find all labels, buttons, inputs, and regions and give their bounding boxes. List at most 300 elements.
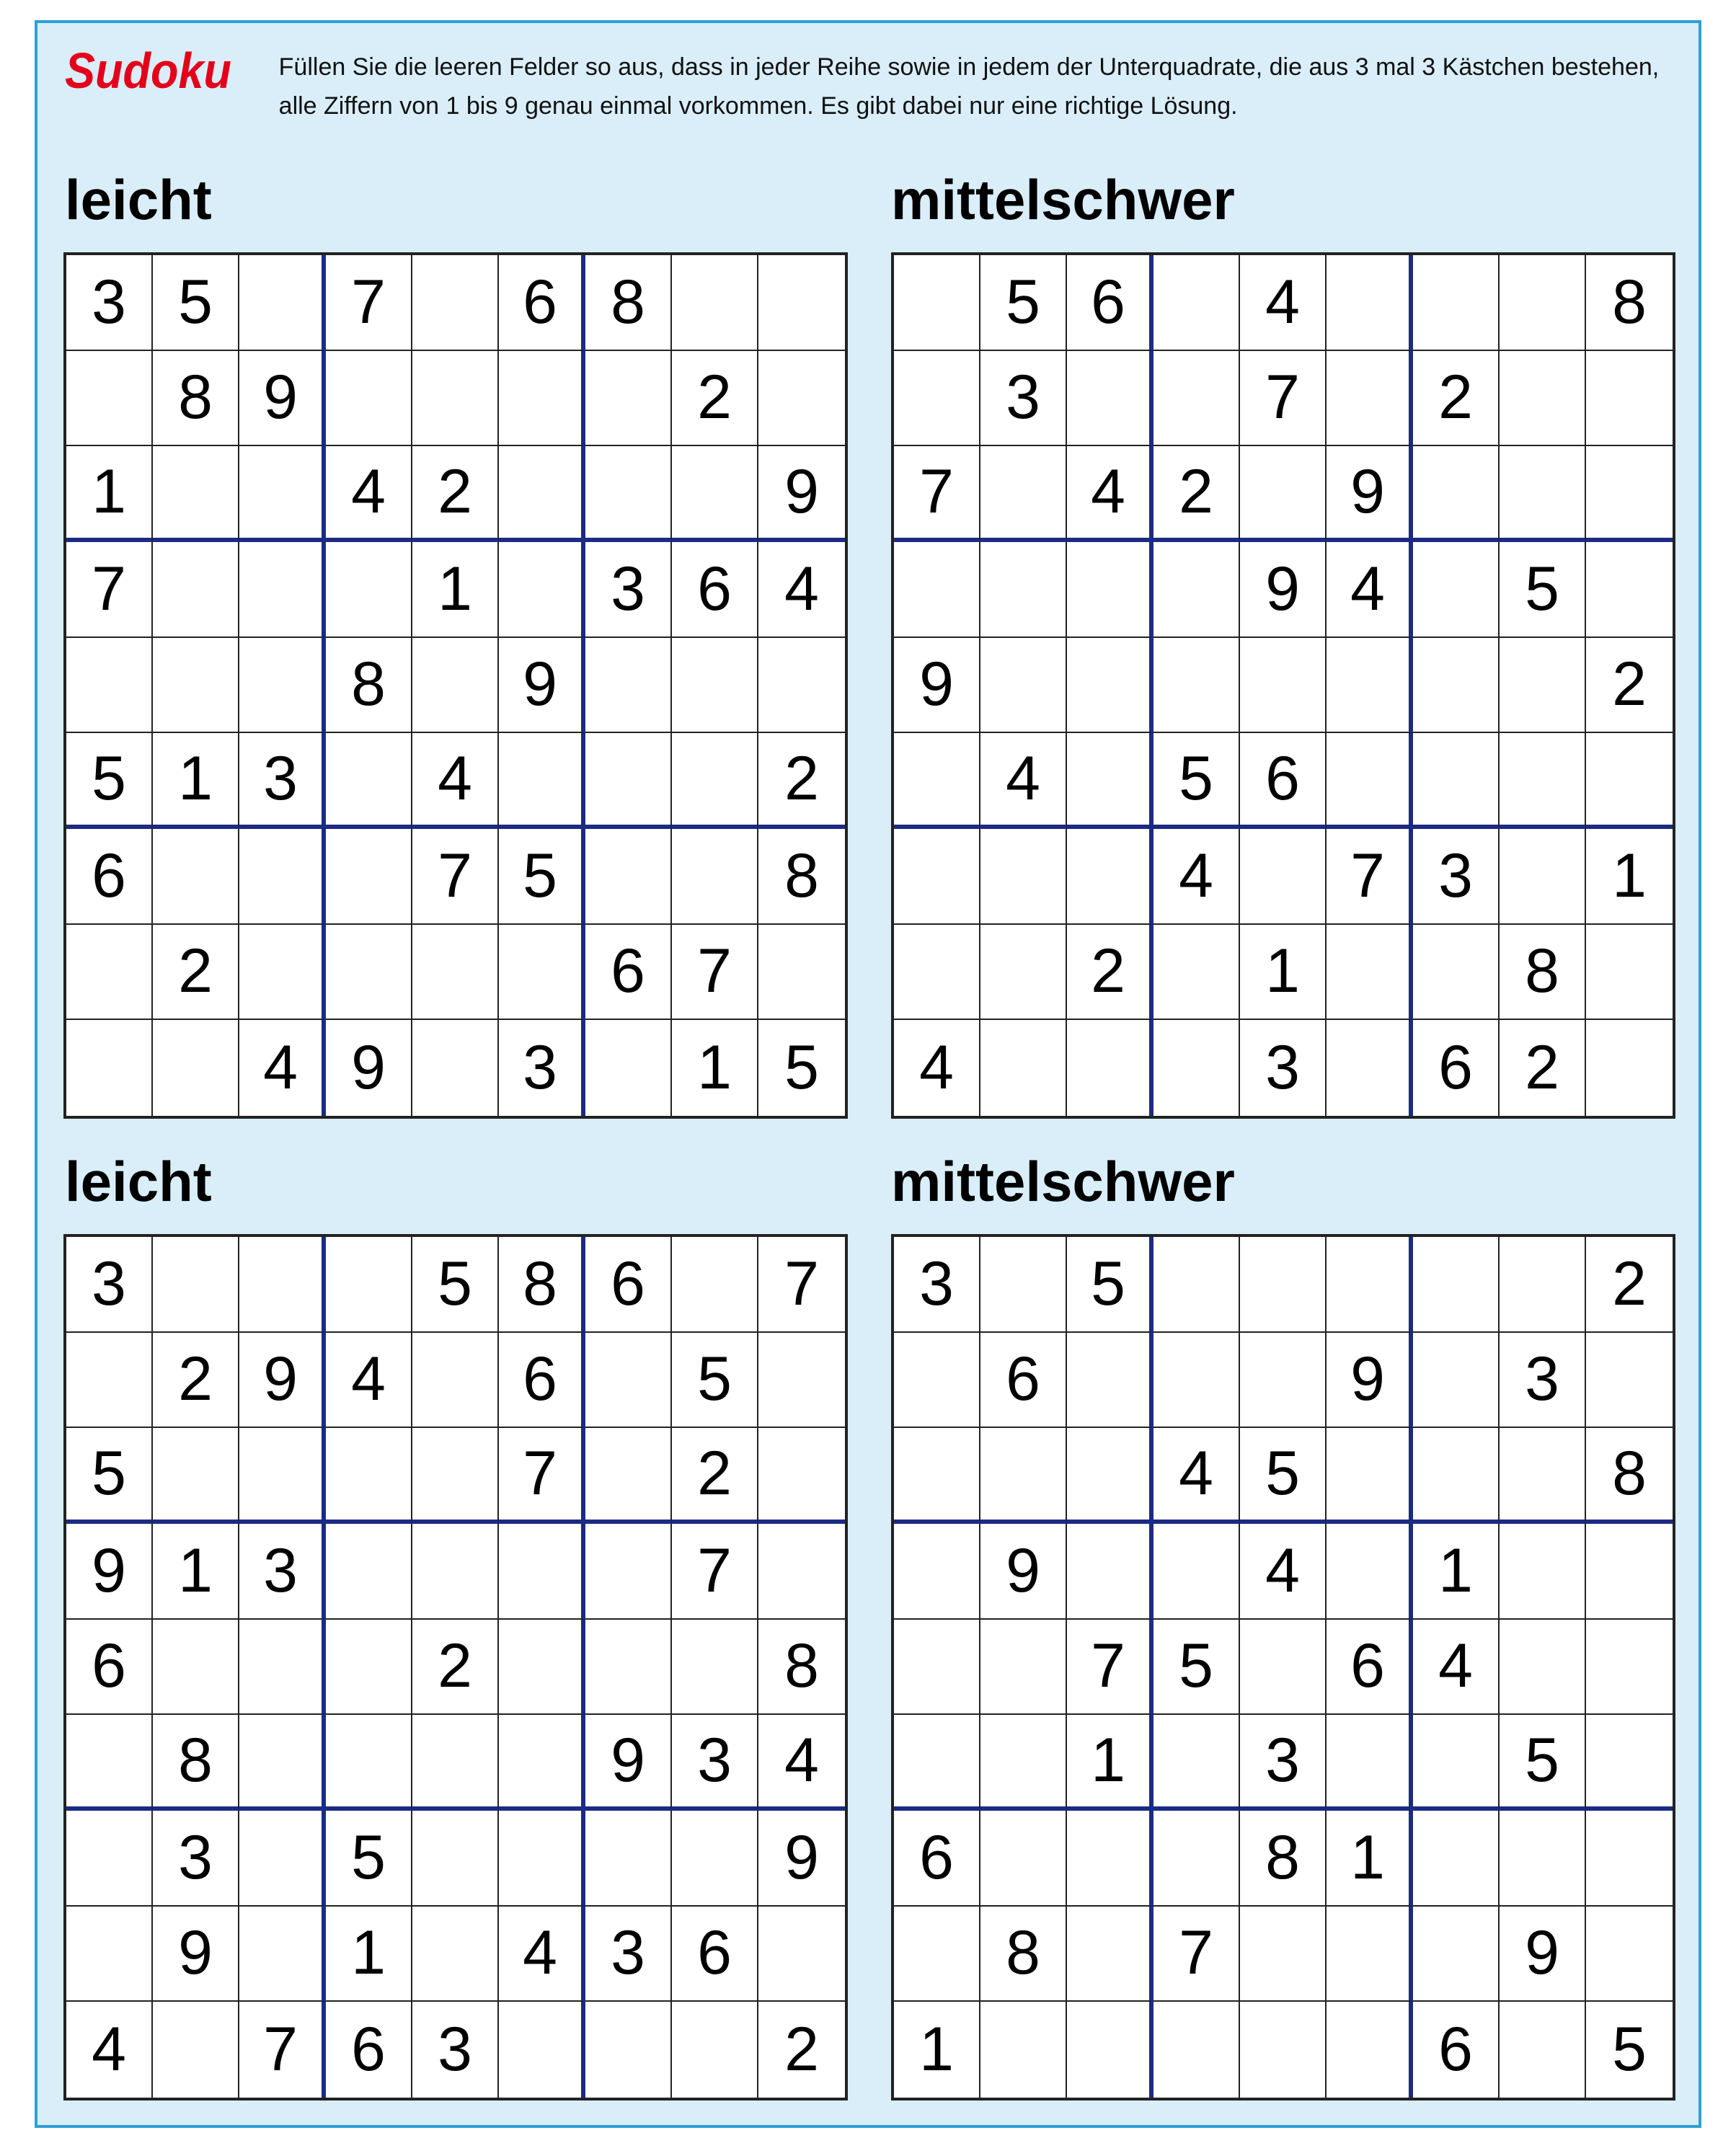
sudoku-cell[interactable] <box>894 1715 980 1811</box>
sudoku-cell[interactable]: 4 <box>1067 446 1153 542</box>
sudoku-cell[interactable] <box>1413 255 1500 351</box>
sudoku-cell[interactable] <box>1327 925 1413 1021</box>
sudoku-cell[interactable]: 5 <box>66 1428 153 1524</box>
sudoku-cell[interactable] <box>1586 351 1673 447</box>
sudoku-cell[interactable] <box>894 1333 980 1429</box>
sudoku-cell[interactable]: 4 <box>326 1333 412 1429</box>
sudoku-cell[interactable]: 8 <box>499 1237 585 1333</box>
sudoku-cell[interactable] <box>585 1020 672 1116</box>
sudoku-cell[interactable] <box>499 542 585 638</box>
sudoku-cell[interactable] <box>326 1715 412 1811</box>
sudoku-cell[interactable]: 9 <box>153 1907 239 2002</box>
sudoku-cell[interactable] <box>1413 542 1500 638</box>
sudoku-cell[interactable] <box>1327 2002 1413 2098</box>
sudoku-cell[interactable] <box>672 829 758 925</box>
sudoku-cell[interactable] <box>1413 1428 1500 1524</box>
sudoku-cell[interactable] <box>980 1811 1067 1907</box>
sudoku-cell[interactable]: 3 <box>585 1907 672 2002</box>
sudoku-cell[interactable] <box>412 1020 499 1116</box>
sudoku-cell[interactable] <box>499 925 585 1021</box>
sudoku-cell[interactable]: 3 <box>66 255 153 351</box>
sudoku-cell[interactable]: 1 <box>1240 925 1327 1021</box>
sudoku-cell[interactable] <box>585 1524 672 1620</box>
sudoku-cell[interactable] <box>239 1237 326 1333</box>
sudoku-cell[interactable] <box>326 733 412 829</box>
sudoku-cell[interactable]: 6 <box>672 1907 758 2002</box>
sudoku-cell[interactable]: 5 <box>1612 2015 1647 2085</box>
sudoku-cell[interactable]: 9 <box>894 638 980 734</box>
sudoku-cell[interactable] <box>239 255 326 351</box>
sudoku-cell[interactable]: 9 <box>1327 446 1413 542</box>
sudoku-cell[interactable] <box>153 1237 239 1333</box>
sudoku-cell[interactable] <box>1153 1811 1240 1907</box>
sudoku-cell[interactable] <box>1413 1715 1500 1811</box>
sudoku-cell[interactable]: 8 <box>1586 1428 1673 1524</box>
sudoku-cell[interactable]: 4 <box>758 1715 845 1811</box>
sudoku-cell[interactable] <box>412 638 499 734</box>
sudoku-cell[interactable]: 9 <box>499 638 585 734</box>
sudoku-cell[interactable]: 8 <box>758 829 845 925</box>
sudoku-cell[interactable] <box>499 2002 585 2098</box>
sudoku-cell[interactable] <box>1240 1237 1327 1333</box>
sudoku-cell[interactable]: 6 <box>672 542 758 638</box>
sudoku-cell[interactable] <box>1240 829 1327 925</box>
sudoku-cell[interactable] <box>585 351 672 447</box>
sudoku-cell[interactable] <box>1327 351 1413 447</box>
sudoku-cell[interactable] <box>153 542 239 638</box>
sudoku-cell[interactable]: 9 <box>758 1811 845 1907</box>
sudoku-cell[interactable] <box>1500 733 1586 829</box>
sudoku-cell[interactable]: 4 <box>499 1907 585 2002</box>
sudoku-cell[interactable] <box>1067 638 1153 734</box>
sudoku-cell[interactable] <box>1586 1811 1673 1907</box>
sudoku-cell[interactable] <box>672 638 758 734</box>
sudoku-cell[interactable] <box>326 542 412 638</box>
sudoku-cell[interactable] <box>758 1428 845 1524</box>
sudoku-cell[interactable] <box>1500 1811 1586 1907</box>
sudoku-cell[interactable]: 5 <box>153 255 239 351</box>
sudoku-cell[interactable] <box>1413 1237 1500 1333</box>
sudoku-cell[interactable] <box>1067 542 1153 638</box>
sudoku-cell[interactable] <box>758 255 845 351</box>
sudoku-cell[interactable] <box>1413 446 1500 542</box>
sudoku-cell[interactable] <box>1240 1333 1327 1429</box>
sudoku-cell[interactable] <box>239 446 326 542</box>
sudoku-cell[interactable]: 4 <box>1153 1428 1240 1524</box>
sudoku-cell[interactable] <box>412 925 499 1021</box>
sudoku-cell[interactable] <box>758 1524 845 1620</box>
sudoku-cell[interactable]: 3 <box>412 2002 499 2098</box>
sudoku-cell[interactable] <box>153 1428 239 1524</box>
sudoku-cell[interactable] <box>1586 1715 1673 1811</box>
sudoku-cell[interactable] <box>326 925 412 1021</box>
sudoku-cell[interactable]: 6 <box>1413 1020 1500 1116</box>
sudoku-cell[interactable]: 7 <box>894 446 980 542</box>
sudoku-cell[interactable] <box>1586 542 1673 638</box>
sudoku-cell[interactable] <box>1500 829 1586 925</box>
sudoku-cell[interactable] <box>1327 638 1413 734</box>
sudoku-cell[interactable] <box>1586 1020 1673 1116</box>
sudoku-cell[interactable]: 5 <box>1153 733 1240 829</box>
sudoku-cell[interactable]: 6 <box>585 1237 672 1333</box>
sudoku-cell[interactable]: 5 <box>1500 542 1586 638</box>
sudoku-cell[interactable] <box>1500 638 1586 734</box>
sudoku-cell[interactable] <box>1067 1020 1153 1116</box>
sudoku-cell[interactable] <box>894 1907 980 2002</box>
sudoku-cell[interactable] <box>153 446 239 542</box>
sudoku-cell[interactable] <box>1327 255 1413 351</box>
sudoku-cell[interactable] <box>1500 1620 1586 1716</box>
sudoku-cell[interactable] <box>894 1524 980 1620</box>
sudoku-cell[interactable]: 5 <box>1240 1428 1327 1524</box>
sudoku-cell[interactable] <box>1413 638 1500 734</box>
sudoku-cell[interactable]: 2 <box>1586 638 1673 734</box>
sudoku-cell[interactable] <box>1327 1020 1413 1116</box>
sudoku-cell[interactable]: 9 <box>1240 542 1327 638</box>
sudoku-cell[interactable]: 7 <box>1067 1620 1153 1716</box>
sudoku-cell[interactable] <box>980 1428 1067 1524</box>
sudoku-cell[interactable] <box>1500 351 1586 447</box>
sudoku-cell[interactable] <box>1586 1524 1673 1620</box>
sudoku-cell[interactable] <box>758 925 845 1021</box>
sudoku-cell[interactable] <box>326 1428 412 1524</box>
sudoku-cell[interactable]: 6 <box>980 1333 1067 1429</box>
sudoku-cell[interactable] <box>1500 255 1586 351</box>
sudoku-cell[interactable] <box>1240 1907 1327 2002</box>
sudoku-cell[interactable]: 1 <box>1327 1811 1413 1907</box>
sudoku-cell[interactable] <box>1327 1237 1413 1333</box>
sudoku-cell[interactable] <box>894 351 980 447</box>
sudoku-cell[interactable] <box>1240 2002 1327 2098</box>
sudoku-cell[interactable] <box>412 1333 499 1429</box>
sudoku-cell[interactable] <box>980 542 1067 638</box>
sudoku-cell[interactable]: 9 <box>585 1715 672 1811</box>
sudoku-cell[interactable]: 6 <box>894 1811 980 1907</box>
sudoku-cell[interactable]: 6 <box>326 2002 412 2098</box>
sudoku-cell[interactable] <box>1153 255 1240 351</box>
sudoku-cell[interactable] <box>499 446 585 542</box>
sudoku-cell[interactable]: 7 <box>1153 1907 1240 2002</box>
sudoku-cell[interactable] <box>980 1620 1067 1716</box>
sudoku-cell[interactable]: 1 <box>1067 1715 1153 1811</box>
sudoku-cell[interactable]: 6 <box>1327 1620 1413 1716</box>
sudoku-cell[interactable] <box>1240 1620 1327 1716</box>
sudoku-cell[interactable] <box>66 1907 153 2002</box>
sudoku-cell[interactable] <box>412 1907 499 2002</box>
sudoku-cell[interactable] <box>1413 733 1500 829</box>
sudoku-cell[interactable] <box>585 1620 672 1716</box>
sudoku-cell[interactable]: 1 <box>672 1020 758 1116</box>
sudoku-cell[interactable] <box>980 2002 1067 2098</box>
sudoku-cell[interactable]: 4 <box>239 1020 326 1116</box>
sudoku-cell[interactable] <box>1413 1907 1500 2002</box>
sudoku-cell[interactable] <box>1586 733 1673 829</box>
sudoku-cell[interactable]: 8 <box>980 1907 1067 2002</box>
sudoku-cell[interactable]: 8 <box>153 1715 239 1811</box>
sudoku-cell[interactable]: 4 <box>66 2002 153 2098</box>
sudoku-cell[interactable] <box>1586 446 1673 542</box>
sudoku-cell[interactable]: 3 <box>499 1020 585 1116</box>
sudoku-cell[interactable] <box>326 351 412 447</box>
sudoku-cell[interactable] <box>239 1907 326 2002</box>
sudoku-cell[interactable] <box>239 542 326 638</box>
sudoku-cell[interactable]: 9 <box>239 1333 326 1429</box>
sudoku-cell[interactable] <box>894 1620 980 1716</box>
sudoku-cell[interactable] <box>239 925 326 1021</box>
sudoku-cell[interactable]: 5 <box>66 733 153 829</box>
sudoku-cell[interactable] <box>585 1428 672 1524</box>
sudoku-cell[interactable]: 2 <box>758 733 845 829</box>
sudoku-cell[interactable]: 3 <box>1413 829 1500 925</box>
sudoku-cell[interactable] <box>1413 1333 1500 1429</box>
sudoku-cell[interactable] <box>585 446 672 542</box>
sudoku-cell[interactable]: 5 <box>499 829 585 925</box>
sudoku-cell[interactable] <box>66 1715 153 1811</box>
sudoku-cell[interactable]: 6 <box>1240 733 1327 829</box>
sudoku-cell[interactable] <box>239 1428 326 1524</box>
sudoku-cell[interactable] <box>1067 1811 1153 1907</box>
sudoku-cell[interactable] <box>239 1811 326 1907</box>
sudoku-cell[interactable] <box>1153 1715 1240 1811</box>
sudoku-cell[interactable]: 7 <box>66 542 153 638</box>
sudoku-cell[interactable]: 2 <box>153 925 239 1021</box>
sudoku-cell[interactable] <box>1067 733 1153 829</box>
sudoku-cell[interactable]: 7 <box>239 2002 326 2098</box>
sudoku-cell[interactable] <box>1500 446 1586 542</box>
sudoku-cell[interactable] <box>1500 1524 1586 1620</box>
sudoku-cell[interactable] <box>1327 1428 1413 1524</box>
sudoku-cell[interactable] <box>153 2002 239 2098</box>
sudoku-cell[interactable] <box>1067 1428 1153 1524</box>
sudoku-cell[interactable]: 1 <box>1413 1524 1500 1620</box>
sudoku-cell[interactable]: 4 <box>326 446 412 542</box>
sudoku-cell[interactable]: 3 <box>239 1524 326 1620</box>
sudoku-cell[interactable] <box>412 351 499 447</box>
sudoku-cell[interactable]: 2 <box>672 1428 758 1524</box>
sudoku-cell[interactable]: 2 <box>672 351 758 447</box>
sudoku-cell[interactable]: 2 <box>1153 446 1240 542</box>
sudoku-cell[interactable]: 4 <box>980 733 1067 829</box>
sudoku-cell[interactable] <box>1240 638 1327 734</box>
sudoku-cell[interactable]: 1 <box>153 1524 239 1620</box>
sudoku-cell[interactable]: 2 <box>153 1333 239 1429</box>
sudoku-cell[interactable]: 3 <box>672 1715 758 1811</box>
sudoku-cell[interactable] <box>499 351 585 447</box>
sudoku-cell[interactable]: 5 <box>326 1811 412 1907</box>
sudoku-cell[interactable] <box>239 638 326 734</box>
sudoku-cell[interactable] <box>1500 2002 1586 2098</box>
sudoku-cell[interactable] <box>1586 1907 1673 2002</box>
sudoku-cell[interactable]: 4 <box>1153 829 1240 925</box>
sudoku-cell[interactable] <box>1586 1333 1673 1429</box>
sudoku-cell[interactable]: 4 <box>1413 1620 1500 1716</box>
sudoku-cell[interactable] <box>239 1620 326 1716</box>
sudoku-cell[interactable]: 7 <box>1240 351 1327 447</box>
sudoku-cell[interactable]: 9 <box>1327 1333 1413 1429</box>
sudoku-cell[interactable] <box>66 1333 153 1429</box>
sudoku-cell[interactable]: 7 <box>412 829 499 925</box>
sudoku-cell[interactable]: 3 <box>153 1811 239 1907</box>
sudoku-cell[interactable] <box>758 351 845 447</box>
sudoku-cell[interactable]: 8 <box>1586 255 1673 351</box>
sudoku-cell[interactable]: 4 <box>1240 1524 1327 1620</box>
sudoku-cell[interactable] <box>1153 1524 1240 1620</box>
sudoku-cell[interactable]: 3 <box>66 1237 153 1333</box>
sudoku-cell[interactable]: 2 <box>1500 1020 1586 1116</box>
sudoku-cell[interactable]: 3 <box>980 351 1067 447</box>
sudoku-cell[interactable] <box>66 1020 153 1116</box>
sudoku-cell[interactable]: 6 <box>66 1620 153 1716</box>
sudoku-cell[interactable]: 6 <box>66 829 153 925</box>
sudoku-cell[interactable] <box>1240 446 1327 542</box>
sudoku-cell[interactable] <box>585 1333 672 1429</box>
sudoku-cell[interactable] <box>499 1811 585 1907</box>
sudoku-cell[interactable] <box>412 1428 499 1524</box>
sudoku-cell[interactable] <box>1327 1524 1413 1620</box>
sudoku-cell[interactable]: 5 <box>672 1333 758 1429</box>
sudoku-cell[interactable] <box>1067 1333 1153 1429</box>
sudoku-cell[interactable] <box>1153 351 1240 447</box>
sudoku-cell[interactable] <box>412 255 499 351</box>
sudoku-cell[interactable] <box>153 829 239 925</box>
sudoku-cell[interactable]: 1 <box>66 446 153 542</box>
sudoku-cell[interactable]: 6 <box>499 1333 585 1429</box>
sudoku-cell[interactable] <box>412 1715 499 1811</box>
sudoku-cell[interactable]: 7 <box>758 1237 845 1333</box>
sudoku-cell[interactable] <box>326 829 412 925</box>
sudoku-cell[interactable]: 9 <box>758 446 845 542</box>
sudoku-cell[interactable]: 3 <box>1240 1020 1327 1116</box>
sudoku-cell[interactable] <box>980 829 1067 925</box>
sudoku-cell[interactable]: 5 <box>1500 1715 1586 1811</box>
sudoku-cell[interactable] <box>1500 1428 1586 1524</box>
sudoku-cell[interactable]: 7 <box>499 1428 585 1524</box>
sudoku-cell[interactable] <box>1153 1020 1240 1116</box>
sudoku-cell[interactable] <box>66 638 153 734</box>
sudoku-cell[interactable] <box>153 1620 239 1716</box>
sudoku-cell[interactable] <box>239 1715 326 1811</box>
sudoku-cell[interactable]: 2 <box>412 1620 499 1716</box>
sudoku-cell[interactable]: 7 <box>326 255 412 351</box>
sudoku-cell[interactable] <box>758 1907 845 2002</box>
sudoku-cell[interactable]: 5 <box>412 1237 499 1333</box>
sudoku-cell[interactable] <box>585 733 672 829</box>
sudoku-cell[interactable] <box>1067 1907 1153 2002</box>
sudoku-cell[interactable] <box>672 255 758 351</box>
sudoku-cell[interactable]: 9 <box>326 1020 412 1116</box>
sudoku-cell[interactable] <box>1067 2002 1153 2098</box>
sudoku-cell[interactable]: 6 <box>499 255 585 351</box>
sudoku-cell[interactable] <box>894 255 980 351</box>
sudoku-cell[interactable]: 3 <box>894 1237 980 1333</box>
sudoku-cell[interactable] <box>980 638 1067 734</box>
sudoku-cell[interactable] <box>585 1811 672 1907</box>
sudoku-cell[interactable] <box>1153 1237 1240 1333</box>
sudoku-cell[interactable] <box>326 1620 412 1716</box>
sudoku-cell[interactable] <box>894 925 980 1021</box>
sudoku-cell[interactable]: 8 <box>326 638 412 734</box>
sudoku-cell[interactable] <box>1586 1620 1673 1716</box>
sudoku-cell[interactable] <box>585 2002 672 2098</box>
sudoku-cell[interactable] <box>980 1020 1067 1116</box>
sudoku-cell[interactable]: 9 <box>1500 1907 1586 2002</box>
sudoku-cell[interactable] <box>1067 829 1153 925</box>
sudoku-cell[interactable]: 5 <box>1153 1620 1240 1716</box>
sudoku-cell[interactable]: 1 <box>153 733 239 829</box>
sudoku-cell[interactable] <box>66 351 153 447</box>
sudoku-cell[interactable]: 5 <box>784 1033 819 1103</box>
sudoku-cell[interactable] <box>412 1524 499 1620</box>
sudoku-cell[interactable]: 5 <box>980 255 1067 351</box>
sudoku-cell[interactable]: 3 <box>585 542 672 638</box>
sudoku-cell[interactable]: 1 <box>1586 829 1673 925</box>
sudoku-cell[interactable]: 1 <box>894 2002 980 2098</box>
sudoku-cell[interactable] <box>758 638 845 734</box>
sudoku-cell[interactable]: 4 <box>894 1020 980 1116</box>
sudoku-cell[interactable] <box>1153 925 1240 1021</box>
sudoku-cell[interactable] <box>1500 1237 1586 1333</box>
sudoku-cell[interactable] <box>1067 1524 1153 1620</box>
sudoku-cell[interactable]: 4 <box>412 733 499 829</box>
sudoku-cell[interactable] <box>499 1524 585 1620</box>
sudoku-cell[interactable]: 8 <box>585 255 672 351</box>
sudoku-cell[interactable] <box>1153 2002 1240 2098</box>
sudoku-cell[interactable]: 9 <box>239 351 326 447</box>
sudoku-cell[interactable] <box>894 542 980 638</box>
sudoku-cell[interactable]: 1 <box>326 1907 412 2002</box>
sudoku-cell[interactable]: 5 <box>1067 1237 1153 1333</box>
sudoku-cell[interactable] <box>1153 1333 1240 1429</box>
sudoku-cell[interactable] <box>412 1811 499 1907</box>
sudoku-cell[interactable]: 2 <box>1413 351 1500 447</box>
sudoku-cell[interactable] <box>585 829 672 925</box>
sudoku-cell[interactable]: 9 <box>66 1524 153 1620</box>
sudoku-cell[interactable] <box>1067 351 1153 447</box>
sudoku-cell[interactable] <box>980 446 1067 542</box>
sudoku-cell[interactable]: 9 <box>980 1524 1067 1620</box>
sudoku-cell[interactable]: 4 <box>1240 255 1327 351</box>
sudoku-cell[interactable] <box>980 1715 1067 1811</box>
sudoku-cell[interactable] <box>1327 1715 1413 1811</box>
sudoku-cell[interactable]: 4 <box>758 542 845 638</box>
sudoku-cell[interactable] <box>326 1524 412 1620</box>
sudoku-cell[interactable] <box>66 925 153 1021</box>
sudoku-cell[interactable]: 2 <box>1067 925 1153 1021</box>
sudoku-cell[interactable] <box>1413 925 1500 1021</box>
sudoku-cell[interactable]: 3 <box>1240 1715 1327 1811</box>
sudoku-cell[interactable] <box>894 829 980 925</box>
sudoku-cell[interactable] <box>672 1620 758 1716</box>
sudoku-cell[interactable]: 2 <box>1586 1237 1673 1333</box>
sudoku-cell[interactable] <box>326 1237 412 1333</box>
sudoku-cell[interactable]: 2 <box>784 2015 819 2085</box>
sudoku-cell[interactable]: 8 <box>1240 1811 1327 1907</box>
sudoku-cell[interactable] <box>1153 542 1240 638</box>
sudoku-cell[interactable] <box>980 1237 1067 1333</box>
sudoku-cell[interactable]: 6 <box>585 925 672 1021</box>
sudoku-cell[interactable]: 4 <box>1327 542 1413 638</box>
sudoku-cell[interactable] <box>672 733 758 829</box>
sudoku-cell[interactable] <box>1586 925 1673 1021</box>
sudoku-cell[interactable] <box>66 1811 153 1907</box>
sudoku-cell[interactable] <box>153 638 239 734</box>
sudoku-cell[interactable] <box>499 1620 585 1716</box>
sudoku-cell[interactable]: 2 <box>412 446 499 542</box>
sudoku-cell[interactable] <box>672 446 758 542</box>
sudoku-cell[interactable] <box>1327 733 1413 829</box>
sudoku-cell[interactable]: 7 <box>1327 829 1413 925</box>
sudoku-cell[interactable] <box>499 733 585 829</box>
